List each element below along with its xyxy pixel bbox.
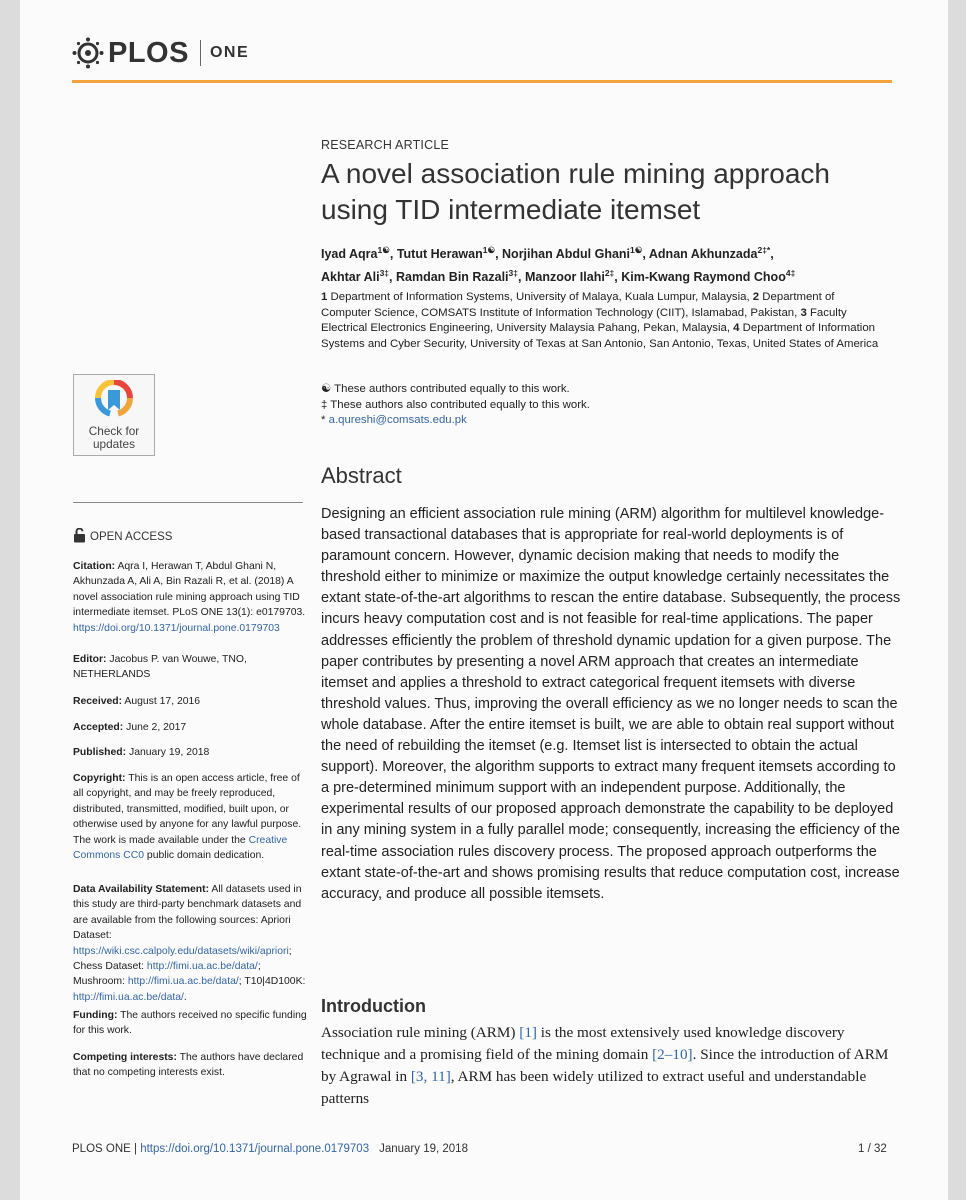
corresponding-mark: * [321, 414, 329, 426]
data-availability-block [73, 882, 308, 1005]
copyright-text: This is an open access article, free of all copyright, and may be freely reproduced, distributed, transmitted, modified, built upon, or otherwise used by anyone for any lawful purpose. The work is made available under the [73, 773, 302, 846]
author-name-text: Norjihan Abdul Ghani [502, 247, 631, 262]
mushroom-dataset-text: ; Mushroom: [73, 961, 261, 988]
article-title: A novel association rule mining approach using TID intermediate itemset [321, 158, 830, 225]
author-affiliation-marker: 2‡ [604, 268, 615, 279]
author-name [621, 270, 795, 284]
data-availability-end: . [183, 991, 187, 1003]
intro-text-b: is the most extensively used knowledge discovery technique and a promising field of the mining domain [321, 1024, 845, 1063]
editor-label: Editor: [73, 654, 107, 665]
received-label: Received: [73, 696, 123, 707]
editor-text: Jacobus P. van Wouwe, TNO, NETHERLANDS [73, 654, 247, 681]
author-notes [321, 382, 881, 429]
t10-dataset-link[interactable]: http://fimi.ua.ac.be/data/ [73, 991, 184, 1003]
introduction-paragraph [321, 1022, 906, 1110]
sidebar-divider [73, 502, 303, 503]
intro-text-c: . Since the introduction of ARM by Agrawal in [321, 1046, 889, 1085]
author-name-text: Ramdan Bin Razali [396, 270, 509, 285]
author-affiliation-marker: 3‡ [508, 268, 518, 279]
footer-date: January 19, 2018 [379, 1143, 468, 1155]
published-date: January 19, 2018 [126, 747, 210, 758]
open-access-text: OPEN ACCESS [90, 531, 173, 543]
competing-interests-text: The authors have declared that no competing interests exist. [73, 1052, 304, 1079]
author-name [321, 247, 390, 261]
editor-block [73, 652, 308, 683]
affiliation-number: 2 [752, 291, 760, 303]
author-affiliation-marker: 2‡* [757, 245, 771, 255]
also-contributed-note: ‡ These authors also contributed equally to this work. [321, 398, 590, 411]
footer-doi-link[interactable]: https://doi.org/10.1371/journal.pone.0179703 [140, 1143, 370, 1155]
brand-name: PLOS [108, 36, 189, 69]
check-for-updates-badge[interactable] [73, 374, 155, 456]
author-affiliation-marker: 1☯ [377, 245, 390, 255]
citation-text: Aqra I, Herawan T, Abdul Ghani N, Akhunzada A, Ali A, Bin Razali R, et al. (2018) A novel association rule mining approach using TID intermediate itemset. PLoS ONE 13(1): e0179703. [73, 561, 306, 619]
author-name [321, 270, 389, 284]
mushroom-dataset-link[interactable]: http://fimi.ua.ac.be/data/ [127, 976, 239, 988]
author-name-text: Tutut Herawan [396, 247, 483, 262]
equal-contribution-note: ☯ These authors contributed equally to this work. [321, 383, 570, 395]
check-updates-label: Check for updates [88, 424, 140, 451]
affiliation-number: 3 [800, 306, 807, 319]
check-updates-icon [74, 380, 154, 422]
author-affiliation-marker: 3‡ [379, 268, 390, 279]
creative-commons-link[interactable]: Creative Commons CC0 [73, 834, 288, 862]
author-name-text: Akhtar Ali [321, 270, 380, 285]
author-name [502, 247, 642, 261]
affiliation-text: Department of Information Systems, University of Malaya, Kuala Lumpur, Malaysia, [330, 291, 753, 303]
affiliation-number: 1 [321, 291, 328, 303]
chess-dataset-link[interactable]: http://fimi.ua.ac.be/data/ [146, 961, 258, 973]
introduction-heading: Introduction [321, 996, 426, 1016]
plos-globe-icon [72, 37, 104, 69]
paper-page [20, 0, 948, 1200]
author-affiliation-marker: 4‡ [785, 268, 796, 279]
affiliation-text: Faculty Electrical Electronics Engineering, University Malaysia Pahang, Pekan, Malaysia, [321, 306, 847, 334]
author-name-text: Manzoor Ilahi [524, 270, 605, 285]
data-availability-label: Data Availability Statement: [73, 884, 210, 895]
article-type: RESEARCH ARTICLE [321, 138, 450, 152]
journal-name: ONE [209, 44, 250, 61]
abstract-text: Designing an efficient association rule mining (ARM) algorithm for multilevel knowledge-based transactional databases that is appropriate for real-world deployments is of paramount concern. However, dynamic decision making that needs to modify the threshold either to minimize or maximize the output knowledge certainly necessitates the extant state-of-the-art algorithms to rescan the entire database. Subsequently, the process incurs heavy computation cost and is not feasible for real-time applications. The paper addresses efficiently the problem of threshold dynamic updation for a given purpose. The paper contributes by presenting a novel ARM approach that creates an intermediate itemset and applies a threshold to extract categorical frequent itemsets with diverse threshold values. Thus, improving the overall efficiency as we no longer needs to scan the whole database. After the entire itemset is built, we are able to obtain real support without the need of rebuilding the itemset (e.g. Itemset list is intersected to obtain the actual support). Moreover, the algorithm supports to extract many frequent itemsets according to a pre-determined minimum support with an independent purpose. Additionally, the experimental results of our proposed approach demonstrate the capability to be deployed in any mining system in a fully parallel mode; consequently, increasing the efficiency of the real-time association rules discovery process. The proposed approach outperforms the extant state-of-the-art and shows promising results that reduce computation cost, increase accuracy, and produce all possible itemsets. [321, 506, 901, 902]
chess-dataset-text: ; Chess Dataset: [73, 945, 292, 973]
page-number: 1 / 32 [858, 1143, 887, 1155]
citation-block [73, 559, 308, 636]
funding-block [73, 1008, 308, 1039]
affiliations [321, 290, 881, 352]
citation-label: Citation: [73, 561, 116, 572]
citation-doi-link[interactable]: https://doi.org/10.1371/journal.pone.0179703 [73, 622, 280, 634]
header-rule [72, 80, 892, 83]
intro-text-a: Association rule mining (ARM) [321, 1024, 520, 1041]
author-name [649, 247, 770, 261]
competing-interests-block [73, 1050, 308, 1081]
author-name [397, 247, 495, 261]
logo-divider [200, 40, 201, 66]
abstract-heading: Abstract [321, 463, 402, 488]
author-name-text: Kim-Kwang Raymond Choo [621, 270, 786, 285]
corresponding-email-note [321, 413, 881, 429]
affiliation-number: 4 [733, 322, 740, 334]
competing-interests-label: Competing interests: [73, 1052, 177, 1063]
author-list: Iyad Aqra$^{1☯}$, Tutut Herawan$^{1☯}$, Norjihan Abdul Ghani$^{1☯}$, Adnan Akhunzada$^{2\ddagger*}$, Akhtar Ali$^{3\ddagger}$, Ramdan Bin Razali$^{3\ddagger}$, Manzoor Ilahi$^{2\ddagger}$, Kim-Kwang Raymond Choo$^{4\ddagger}$ [321, 245, 796, 285]
author-name-text: Adnan Akhunzada [648, 247, 758, 262]
reference-link-2-10[interactable]: [2–10] [652, 1046, 693, 1063]
plos-one-logo[interactable] [72, 36, 249, 70]
funding-label: Funding: [73, 1010, 118, 1021]
published-block [73, 745, 308, 760]
affiliation-text: Department of Information Systems and Cyber Security, University of Texas at San Antonio, San Antonio, Texas, United States of America [321, 322, 879, 350]
reference-link-1[interactable]: [1] [519, 1024, 537, 1041]
author-affiliation-marker: 1☯ [482, 245, 496, 255]
corresponding-email-link[interactable]: a.qureshi@comsats.edu.pk [328, 414, 467, 426]
intro-text-d: , ARM has been widely utilized to extract useful and understandable patterns [321, 1068, 867, 1107]
funding-text: The authors received no specific funding for this work. [73, 1010, 307, 1037]
received-block [73, 694, 308, 709]
author-name [396, 270, 518, 284]
accepted-date: June 2, 2017 [123, 722, 187, 733]
accepted-block [73, 720, 308, 735]
open-lock-icon [73, 528, 90, 546]
data-availability-text: All datasets used in this study are third-party benchmark datasets and are available from the following sources: Apriori Dataset: [73, 884, 302, 942]
copyright-block [73, 771, 308, 863]
published-label: Published: [73, 747, 127, 758]
reference-link-3-11[interactable]: [3, 11] [410, 1068, 451, 1085]
accepted-label: Accepted: [73, 722, 124, 733]
affiliation-text: Department of Computer Science, COMSATS Institute of Information Technology (CIIT), Islamabad, Pakistan, [321, 291, 835, 319]
author-name [525, 270, 614, 284]
open-access-label [73, 528, 172, 546]
apriori-dataset-link[interactable]: https://wiki.csc.calpoly.edu/datasets/wiki/apriori [73, 945, 289, 957]
copyright-tail: public domain dedication. [144, 850, 265, 862]
page-footer [72, 1143, 468, 1155]
copyright-label: Copyright: [73, 773, 126, 784]
author-affiliation-marker: 1☯ [630, 245, 643, 255]
received-date: August 17, 2016 [122, 696, 201, 707]
footer-journal: PLOS ONE | [72, 1143, 141, 1155]
author-name-text: Iyad Aqra [321, 247, 378, 262]
t10-dataset-text: ; T10|4D100K: [238, 976, 306, 988]
